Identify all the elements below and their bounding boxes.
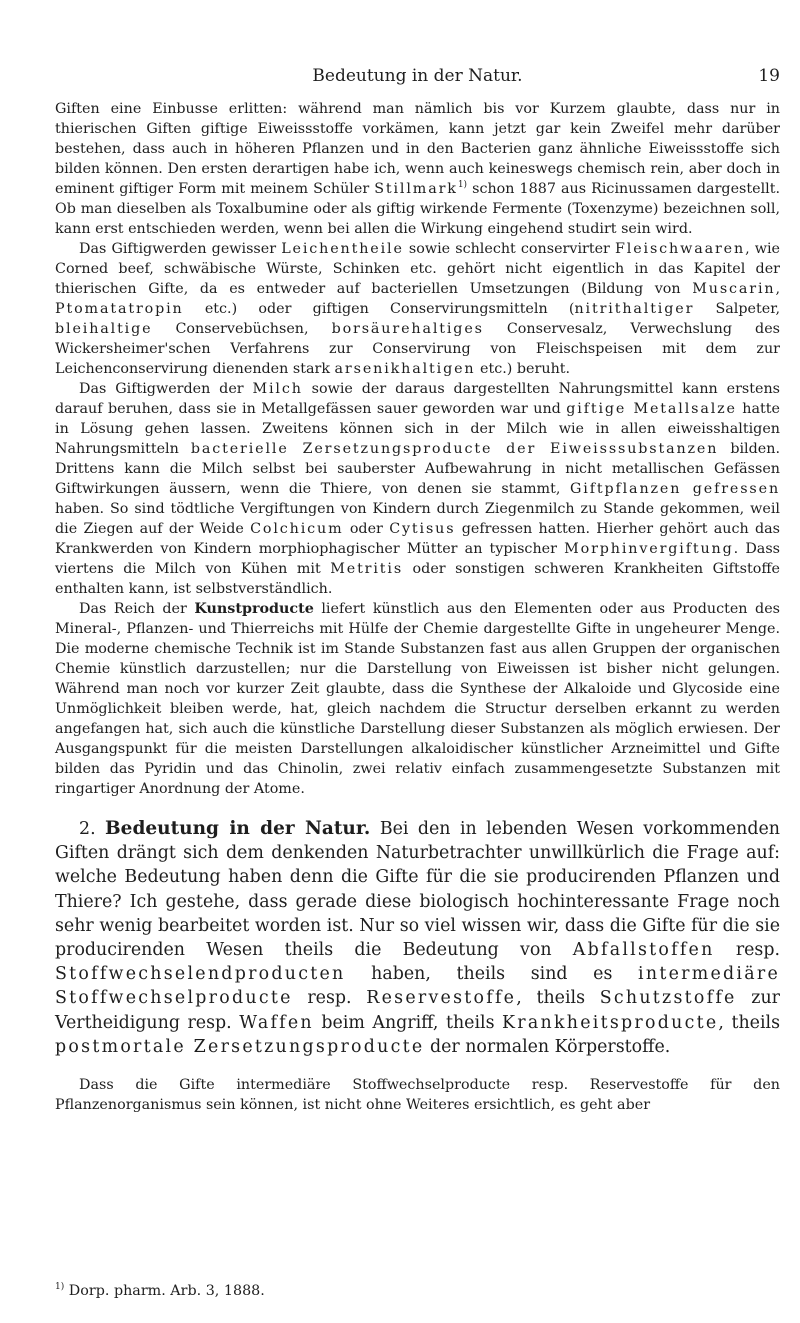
text-run: zur Vertheidigung resp.: [55, 988, 780, 1033]
spaced-term: borsäurehaltiges: [331, 321, 484, 337]
text-run: Conservebüchsen,: [152, 321, 332, 337]
text-run: sowie der daraus dargestellten Nahrungsmittel kann erstens darauf beruhen, dass sie in Metallgefässen sauer geworden war und: [55, 381, 780, 417]
text-run: Das Reich der: [79, 601, 195, 617]
text-run: Giften eine Einbusse erlitten: während man nämlich bis vor Kurzem glaubte, dass nur in thierischen Giften giftige Eiweissstoffe vorkämen, kann jetzt gar kein Zweifel mehr darüber bestehen, dass auch in höheren Pflanzen und in den Bacterien ganz ähnliche Eiweissstoffe sich bilden können. Den ersten derartigen habe ich, wenn auch keineswegs chemisch rein, aber doch in eminent giftiger Form mit meinem Schüler: [55, 101, 780, 197]
spaced-term: Schutzstoffe: [599, 988, 737, 1009]
spaced-term: Fleischwaaren: [615, 241, 746, 257]
text-run: , theils: [516, 988, 600, 1009]
spaced-term: Muscarin: [692, 281, 776, 297]
text-run: haben. So sind tödtliche Vergiftungen von Kindern durch Ziegenmilch zu Stande gekommen, weil die Ziegen auf der Weide: [55, 501, 780, 537]
text-run: haben, theils sind es: [345, 964, 639, 985]
spaced-term: Morphinvergiftung: [564, 541, 734, 557]
text-run: Das Giftigwerden gewisser: [79, 241, 282, 257]
text-run: bilden. Drittens kann die Milch selbst bei sauberster Aufbewahrung in nicht metallischen Gefässen Giftwirkungen äussern, wenn die Thiere, von denen sie stammt,: [55, 441, 780, 497]
spaced-term: Giftpflanzen gefressen: [570, 481, 781, 497]
spaced-term: Ptomatatropin: [55, 301, 184, 317]
page-number: 19: [758, 66, 780, 86]
spaced-term: postmortale Zersetzungsproducte: [55, 1036, 425, 1057]
section-title: Bedeutung in der Natur.: [105, 818, 371, 839]
paragraph-1: [55, 99, 780, 239]
text-run: resp.: [714, 940, 781, 961]
paragraph-5-wrap: [55, 1075, 780, 1115]
footnote-ref: 1): [457, 180, 468, 191]
text-run: schon 1887 aus Ricinussamen dargestellt. Ob man dieselben als Toxalbumine oder als giftig wirkende Fermente (Toxenzyme) bezeichnen soll, kann erst entschieden werden, wenn bei allen die Wirkung eingehend studirt sein wird.: [55, 181, 781, 237]
paragraph-5: Dass die Gifte intermediäre Stoffwechselproducte resp. Reservestoffe für den Pflanzenorganismus sein können, ist nicht ohne Weiteres ersichtlich, es geht aber: [55, 1077, 780, 1114]
spaced-term: Milch: [252, 381, 303, 397]
running-title: Bedeutung in der Natur.: [312, 66, 523, 86]
section-2: [55, 817, 780, 1059]
text-run: , theils: [718, 1012, 780, 1033]
footnote-text: Dorp. pharm. Arb. 3, 1888.: [64, 1282, 265, 1299]
spaced-term: giftige Metallsalze: [566, 401, 737, 417]
text-run: Conservesalz, Verwechslung des Wickersheimer'schen Verfahrens zur Conservirung von Fleischspeisen mit dem zur Leichenconservirung dienenden stark: [55, 321, 781, 377]
text-run: beim Angriff, theils: [313, 1012, 503, 1033]
spaced-name-stillmark: Stillmark: [374, 181, 458, 197]
spaced-term: Cytisus: [389, 521, 456, 537]
text-run: gefressen hatten. Hierher gehört auch das Krankwerden von Kindern morphiophagischer Mütter an typischer: [55, 521, 780, 557]
body-text: [55, 99, 780, 1115]
spaced-term: Reservestoffe: [366, 988, 517, 1009]
bold-term-kunstproducte: Kunstproducte: [194, 601, 314, 617]
spaced-term: nitrithaltiger: [574, 301, 695, 317]
spaced-term: Krankheitsproducte: [502, 1012, 719, 1033]
spaced-term: intermediäre Stoffwechselproducte: [55, 964, 780, 1009]
text-run: etc.) oder giftigen Conservirungsmitteln (: [183, 301, 575, 317]
spaced-term: arsenikhaltigen: [334, 361, 476, 377]
text-run: Salpeter,: [694, 301, 781, 317]
text-run: etc.) beruht.: [475, 361, 571, 377]
text-run: resp.: [292, 988, 367, 1009]
text-run: Bei den in lebenden Wesen vorkommenden Giften drängt sich dem denkenden Naturbetrachter unwillkürlich die Frage auf: welche Bedeutung haben denn die Gifte für die sie producirenden Pflanzen und Thiere? Ich gestehe, dass gerade diese biologisch hochinteressante Frage noch sehr wenig bearbeitet worden ist. Nur so viel wissen wir, dass die Gifte für die sie producirenden Wesen theils die Bedeutung von: [55, 819, 781, 961]
footnote: [55, 1277, 780, 1301]
paragraph-2: [55, 239, 780, 379]
spaced-term: Stoffwechselendproducten: [55, 964, 346, 985]
spaced-term: Metritis: [330, 561, 404, 577]
text-run: der normalen Körperstoffe.: [424, 1036, 671, 1057]
text-run: Das Giftigwerden der: [79, 381, 253, 397]
spaced-term: Waffen: [239, 1012, 314, 1033]
text-run: sowie schlecht conservirter: [403, 241, 616, 257]
paragraph-3: [55, 379, 780, 599]
footnote-mark: 1): [55, 1282, 65, 1292]
text-run: oder: [343, 521, 390, 537]
text-run: . Dass viertens die Milch von Kühen mit: [55, 541, 780, 577]
spaced-term: bacterielle Zersetzungsproducte der Eiweisssubstanzen: [190, 441, 719, 457]
spaced-term: Colchicum: [250, 521, 344, 537]
text-run: , wie Corned beef, schwäbische Würste, Schinken etc. gehört nicht eigentlich in das Kapitel der thierischen Gifte, da es entweder auf bacteriellen Umsetzungen (Bildung von: [55, 241, 780, 297]
section-number: 2.: [79, 819, 96, 839]
spaced-term: bleihaltige: [55, 321, 153, 337]
spaced-term: Abfallstoffen: [572, 940, 715, 961]
running-header: [55, 66, 780, 92]
spaced-term: Leichentheile: [281, 241, 404, 257]
text-run: oder sonstigen schweren Krankheiten Giftstoffe enthalten kann, ist selbstverständlich.: [55, 561, 780, 597]
text-run: hatte in Lösung gehen lassen. Zweitens können sich in der Milch wie in allen eiweisshaltigen Nahrungsmitteln: [55, 401, 780, 457]
text-run: ,: [775, 281, 780, 297]
text-run: liefert künstlich aus den Elementen oder aus Producten des Mineral-, Pflanzen- und Thierreichs mit Hülfe der Chemie dargestellte Gifte in ungeheurer Menge. Die moderne chemische Technik ist im Stande Substanzen fast aus allen Gruppen der organischen Chemie künstlich darzustellen; nur die Darstellung von Eiweissen ist bisher nicht gelungen. Während man noch vor kurzer Zeit glaubte, dass die Synthese der Alkaloide und Glycoside eine Unmöglichkeit bleiben werde, hat, gleich nachdem die Structur derselben erkannt zu werden angefangen hat, sich auch die künstliche Darstellung dieser Substanzen als möglich erwiesen. Der Ausgangspunkt für die meisten Darstellungen alkaloidischer künstlicher Arzneimittel und Gifte bilden das Pyridin und das Chinolin, zwei relativ einfach zusammengesetzte Substanzen mit ringartiger Anordnung der Atome.: [55, 601, 780, 797]
section-2-paragraph: [55, 817, 780, 1059]
paragraph-4: [55, 599, 780, 799]
